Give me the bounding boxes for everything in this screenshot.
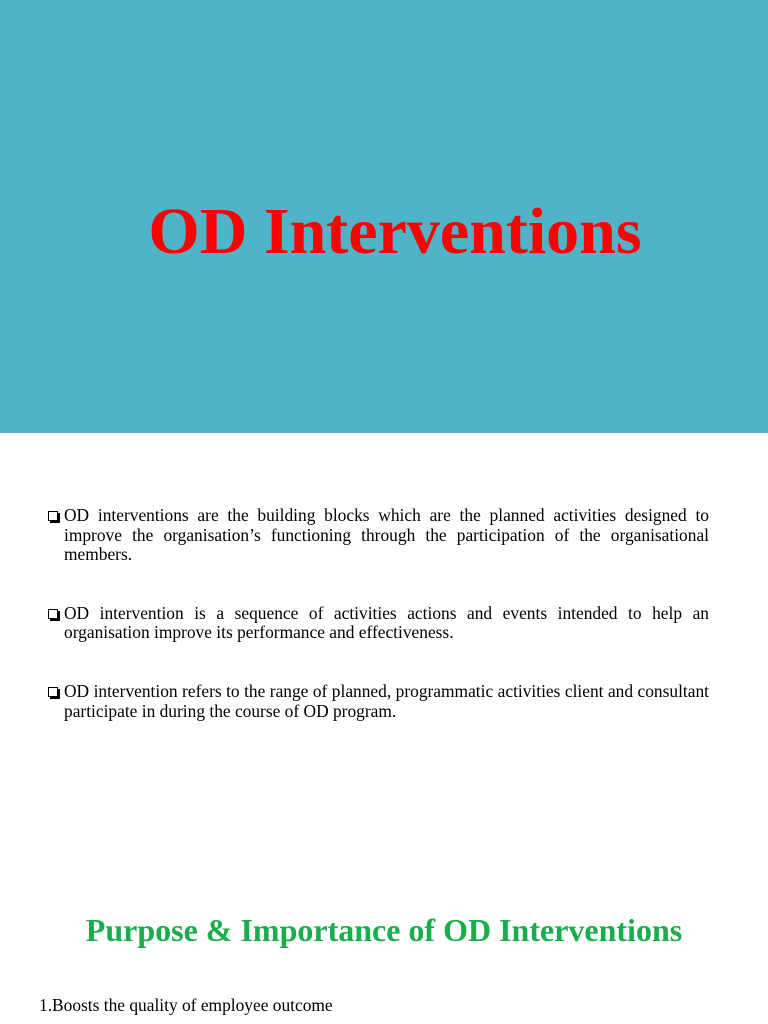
section-heading: Purpose & Importance of OD Interventions — [85, 912, 683, 948]
bullet-item — [46, 682, 709, 721]
checkbox-bullet-icon — [48, 609, 58, 619]
checkbox-bullet-icon — [48, 511, 58, 521]
bullet-text: OD interventions are the building blocks which are the planned activities designed to improve the organisation’s functioning through the participation of the organisational members. — [64, 505, 709, 565]
bullet-text: OD intervention refers to the range of planned, programmatic activities client and consultant participate in during the course of OD program. — [64, 680, 709, 721]
checkbox-bullet-icon — [48, 687, 58, 697]
slide-title: OD Interventions — [148, 195, 642, 268]
title-panel — [0, 0, 768, 433]
numbered-list-item: 1.Boosts the quality of employee outcome — [39, 995, 333, 1015]
bullet-text: OD intervention is a sequence of activities actions and events intended to help an organisation improve its performance and effectiveness. — [64, 602, 709, 643]
bullet-list — [46, 506, 709, 721]
bullet-item — [46, 604, 709, 643]
bullet-item — [46, 506, 709, 565]
